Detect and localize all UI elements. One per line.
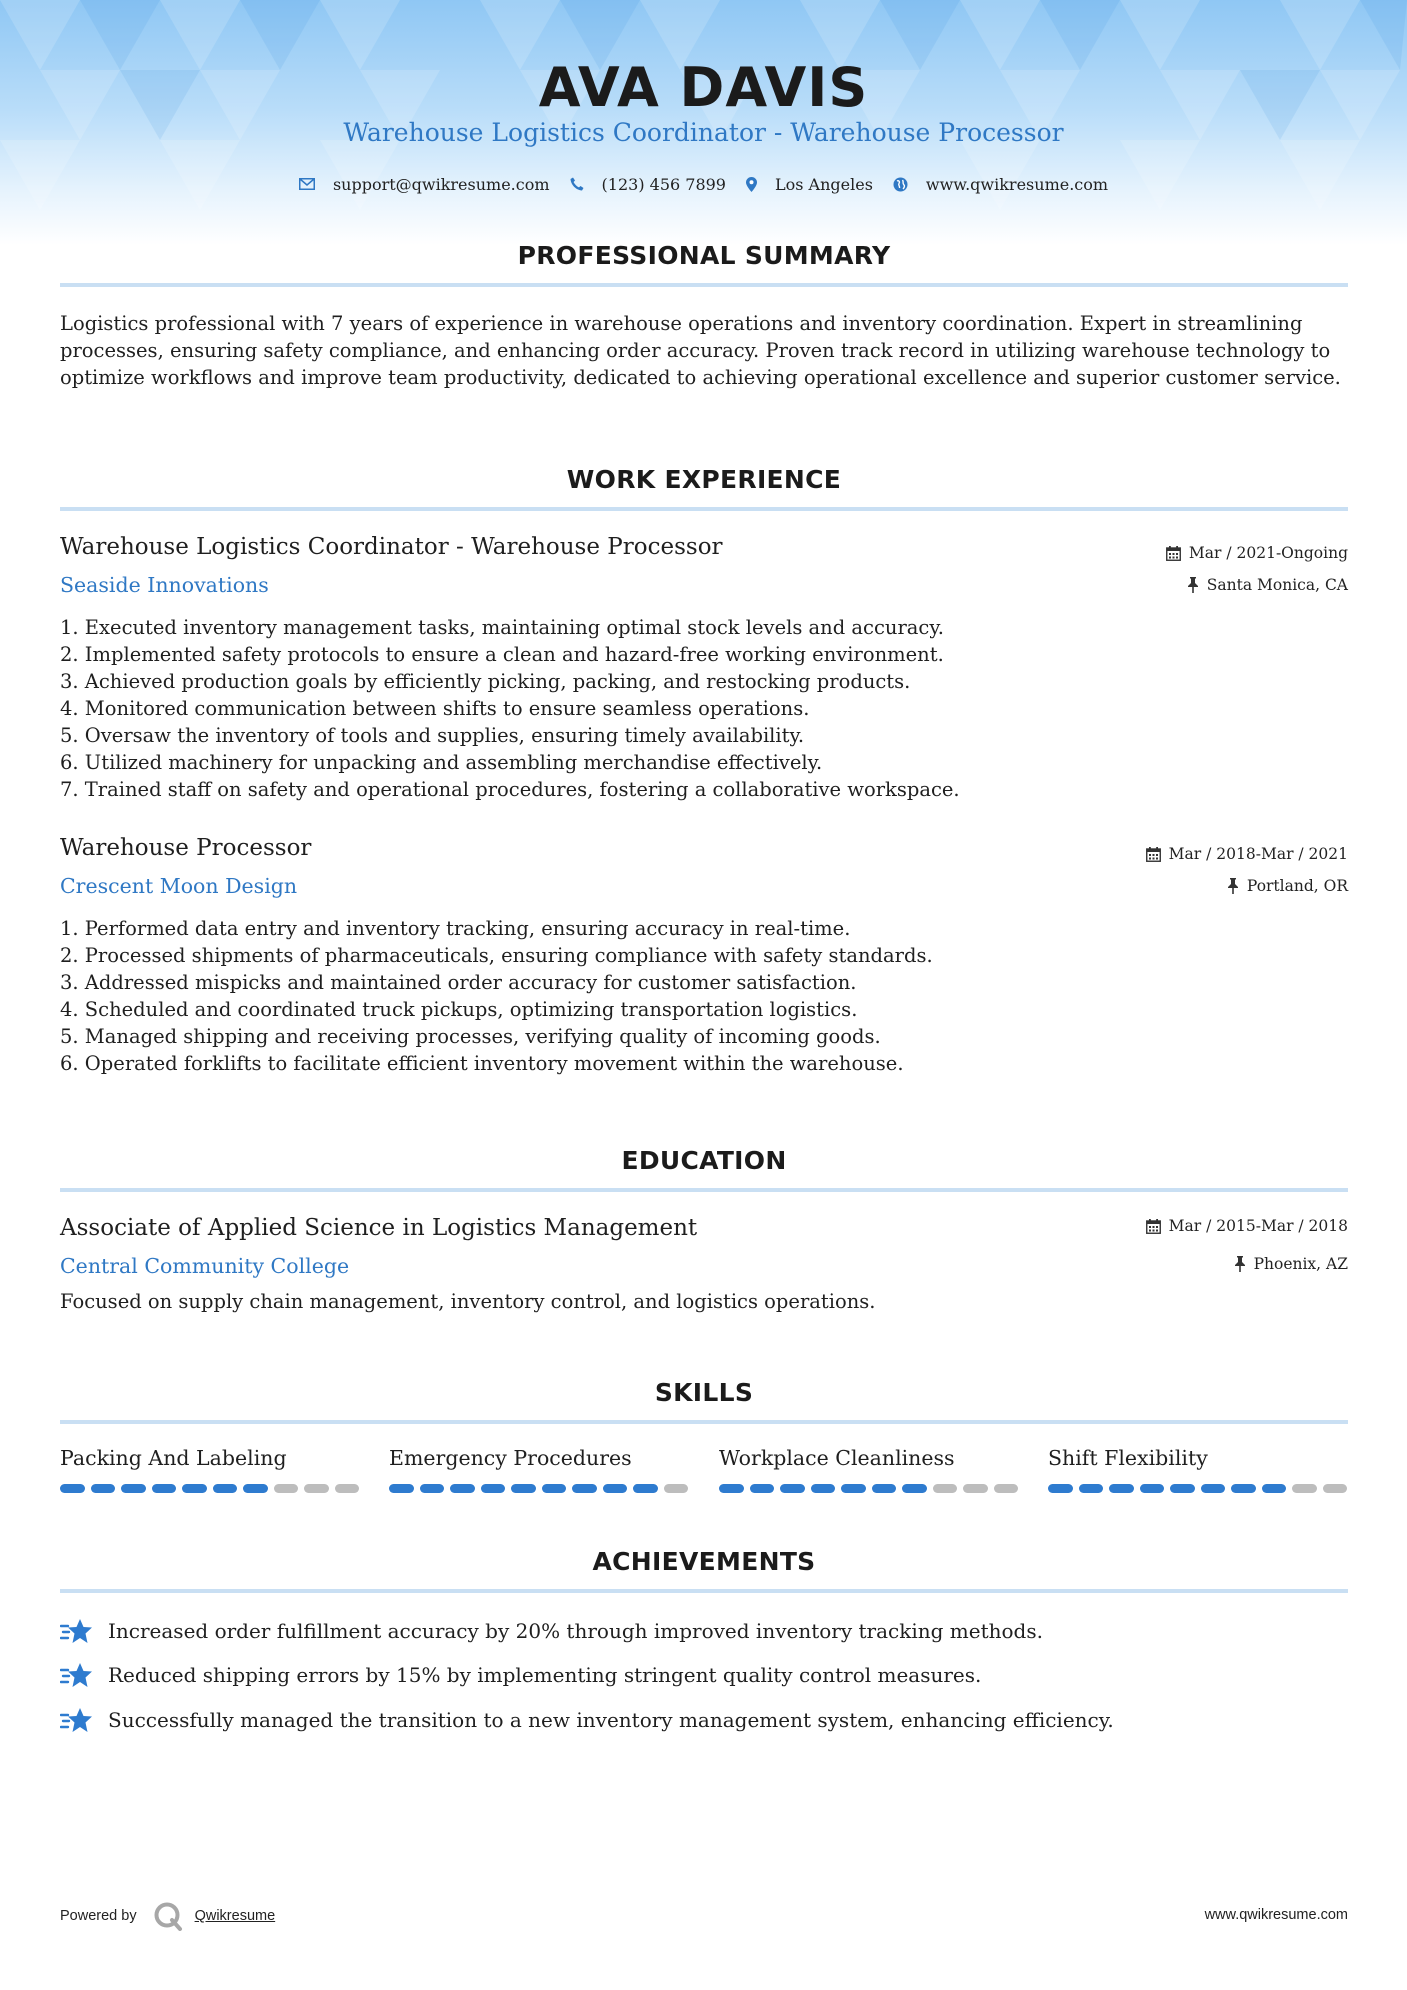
powered-by-label: Powered by [60, 1908, 137, 1924]
skill-level-segment [633, 1484, 658, 1493]
contact-location [746, 175, 873, 194]
job-dates-text: Mar / 2018-Mar / 2021 [1168, 845, 1348, 863]
skill-level-segment [511, 1484, 536, 1493]
skill-item [719, 1446, 1019, 1493]
footer-powered-by [60, 1900, 275, 1932]
list-item: 4. Monitored communication between shifts to ensure seamless operations. [60, 697, 810, 720]
education-divider [60, 1188, 1348, 1192]
list-item: 2. Processed shipments of pharmaceuticals, ensuring compliance with safety standards. [60, 944, 933, 967]
achievements-heading: ACHIEVEMENTS [592, 1547, 816, 1576]
skill-name: Emergency Procedures [389, 1446, 632, 1470]
skill-level-segment [1201, 1484, 1226, 1493]
list-item: 5. Oversaw the inventory of tools and supplies, ensuring timely availability. [60, 724, 805, 747]
list-item: 3. Addressed mispicks and maintained order accuracy for customer satisfaction. [60, 971, 857, 994]
list-item: 4. Scheduled and coordinated truck pickups, optimizing transportation logistics. [60, 998, 858, 1021]
skill-level-bar [389, 1484, 689, 1493]
pushpin-icon [1227, 878, 1239, 894]
pushpin-icon [1234, 1256, 1246, 1272]
education-heading: EDUCATION [621, 1146, 787, 1175]
education-dates [1146, 1217, 1348, 1235]
skill-level-segment [389, 1484, 414, 1493]
skill-level-segment [750, 1484, 775, 1493]
star-icon [60, 1661, 92, 1689]
skills-heading: SKILLS [654, 1378, 754, 1407]
skill-level-segment [841, 1484, 866, 1493]
job-dates [1166, 544, 1348, 562]
skill-level-segment [1079, 1484, 1104, 1493]
skill-item [1048, 1446, 1348, 1493]
job-title: Warehouse Processor [60, 835, 312, 861]
skill-level-segment [719, 1484, 744, 1493]
envelope-icon [299, 178, 315, 190]
education-dates-text: Mar / 2015-Mar / 2018 [1168, 1217, 1348, 1235]
skill-level-bar [60, 1484, 360, 1493]
job-dates [1146, 845, 1348, 863]
achievement-text: Successfully managed the transition to a new inventory management system, enhancing efficiency. [108, 1708, 1114, 1732]
company-name: Seaside Innovations [60, 573, 269, 597]
achievement-text: Reduced shipping errors by 15% by implementing stringent quality control measures. [108, 1663, 982, 1687]
job-location-text: Santa Monica, CA [1206, 576, 1348, 594]
skill-level-segment [963, 1484, 988, 1493]
skill-level-segment [780, 1484, 805, 1493]
experience-divider [60, 507, 1348, 511]
phone-icon [570, 177, 584, 191]
skills-divider [60, 1420, 1348, 1424]
list-item: 6. Operated forklifts to facilitate efficient inventory movement within the warehouse. [60, 1052, 904, 1075]
job-bullets [60, 915, 1260, 1077]
company-name: Crescent Moon Design [60, 874, 298, 898]
skill-level-segment [1292, 1484, 1317, 1493]
skill-level-segment [994, 1484, 1019, 1493]
skill-level-segment [152, 1484, 177, 1493]
pushpin-icon [1187, 577, 1199, 593]
phone-text: (123) 456 7899 [601, 174, 726, 194]
contact-website[interactable] [893, 175, 1108, 194]
skill-level-bar [1048, 1484, 1348, 1493]
contact-bar [0, 172, 1407, 196]
brand-link[interactable]: Qwikresume [194, 1908, 276, 1924]
achievement-text: Increased order fulfillment accuracy by 20% through improved inventory tracking methods. [108, 1619, 1043, 1643]
calendar-icon [1146, 847, 1161, 862]
map-pin-icon [746, 177, 757, 192]
summary-heading: PROFESSIONAL SUMMARY [517, 241, 891, 270]
skill-level-bar [719, 1484, 1019, 1493]
achievement-item [60, 1706, 1114, 1734]
star-icon [60, 1617, 92, 1645]
skill-level-segment [1048, 1484, 1073, 1493]
skill-level-segment [872, 1484, 897, 1493]
skill-level-segment [664, 1484, 689, 1493]
job-bullets [60, 614, 1260, 803]
skill-name: Shift Flexibility [1048, 1446, 1208, 1470]
skill-level-segment [481, 1484, 506, 1493]
education-location-text: Phoenix, AZ [1253, 1255, 1348, 1273]
skill-item [389, 1446, 689, 1493]
candidate-title: Warehouse Logistics Coordinator - Warehouse Processor [343, 118, 1064, 147]
list-item: 6. Utilized machinery for unpacking and assembling merchandise effectively. [60, 751, 823, 774]
skill-level-segment [1262, 1484, 1287, 1493]
skill-level-segment [121, 1484, 146, 1493]
footer-url[interactable]: www.qwikresume.com [1204, 1907, 1348, 1923]
calendar-icon [1166, 546, 1181, 561]
skill-level-segment [1109, 1484, 1134, 1493]
experience-heading: WORK EXPERIENCE [566, 465, 842, 494]
skill-level-segment [91, 1484, 116, 1493]
achievement-item [60, 1617, 1043, 1645]
skill-name: Workplace Cleanliness [719, 1446, 955, 1470]
list-item: 1. Executed inventory management tasks, maintaining optimal stock levels and accuracy. [60, 616, 944, 639]
skill-level-segment [811, 1484, 836, 1493]
skill-name: Packing And Labeling [60, 1446, 287, 1470]
achievements-divider [60, 1589, 1348, 1593]
website-text: www.qwikresume.com [925, 174, 1109, 194]
candidate-name: AVA DAVIS [538, 56, 869, 119]
degree-title: Associate of Applied Science in Logistics Management [60, 1215, 698, 1241]
contact-phone[interactable] [570, 175, 726, 194]
contact-email[interactable] [299, 175, 550, 194]
list-item: 5. Managed shipping and receiving processes, verifying quality of incoming goods. [60, 1025, 881, 1048]
school-name: Central Community College [60, 1254, 350, 1278]
education-location [1234, 1255, 1348, 1273]
job-dates-text: Mar / 2021-Ongoing [1188, 544, 1348, 562]
star-icon [60, 1706, 92, 1734]
skill-level-segment [213, 1484, 238, 1493]
job-location-text: Portland, OR [1246, 877, 1348, 895]
skill-level-segment [1170, 1484, 1195, 1493]
list-item: 1. Performed data entry and inventory tracking, ensuring accuracy in real-time. [60, 917, 851, 940]
skill-level-segment [182, 1484, 207, 1493]
list-item: 3. Achieved production goals by efficiently picking, packing, and restocking products. [60, 670, 911, 693]
skill-level-segment [902, 1484, 927, 1493]
education-description: Focused on supply chain management, inventory control, and logistics operations. [60, 1290, 876, 1313]
globe-icon [893, 177, 908, 192]
skill-level-segment [603, 1484, 628, 1493]
email-text: support@qwikresume.com [332, 174, 550, 194]
location-text: Los Angeles [774, 174, 873, 194]
skill-level-segment [243, 1484, 268, 1493]
skill-level-segment [450, 1484, 475, 1493]
job-location [1187, 576, 1348, 594]
summary-text: Logistics professional with 7 years of experience in warehouse operations and inventory coordination. Expert in streamlining processes, ensuring safety compliance, and enhancing order accuracy. Proven track record in utilizing warehouse technology to optimize workflows and improve team productivity, dedicated to achieving operational excellence and superior customer service. [60, 312, 1341, 389]
job-location [1227, 877, 1348, 895]
skill-item [60, 1446, 360, 1493]
summary-divider [60, 283, 1348, 287]
list-item: 7. Trained staff on safety and operational procedures, fostering a collaborative workspace. [60, 778, 960, 801]
skill-level-segment [1231, 1484, 1256, 1493]
qwikresume-logo-icon [153, 1901, 183, 1931]
skill-level-segment [60, 1484, 85, 1493]
list-item: 2. Implemented safety protocols to ensure a clean and hazard-free working environment. [60, 643, 944, 666]
skill-level-segment [933, 1484, 958, 1493]
skill-level-segment [1140, 1484, 1165, 1493]
skill-level-segment [304, 1484, 329, 1493]
skill-level-segment [274, 1484, 299, 1493]
skill-level-segment [572, 1484, 597, 1493]
calendar-icon [1146, 1219, 1161, 1234]
skill-level-segment [542, 1484, 567, 1493]
job-title: Warehouse Logistics Coordinator - Warehouse Processor [60, 534, 723, 560]
skill-level-segment [420, 1484, 445, 1493]
skill-level-segment [335, 1484, 360, 1493]
skill-level-segment [1323, 1484, 1348, 1493]
achievement-item [60, 1661, 981, 1689]
